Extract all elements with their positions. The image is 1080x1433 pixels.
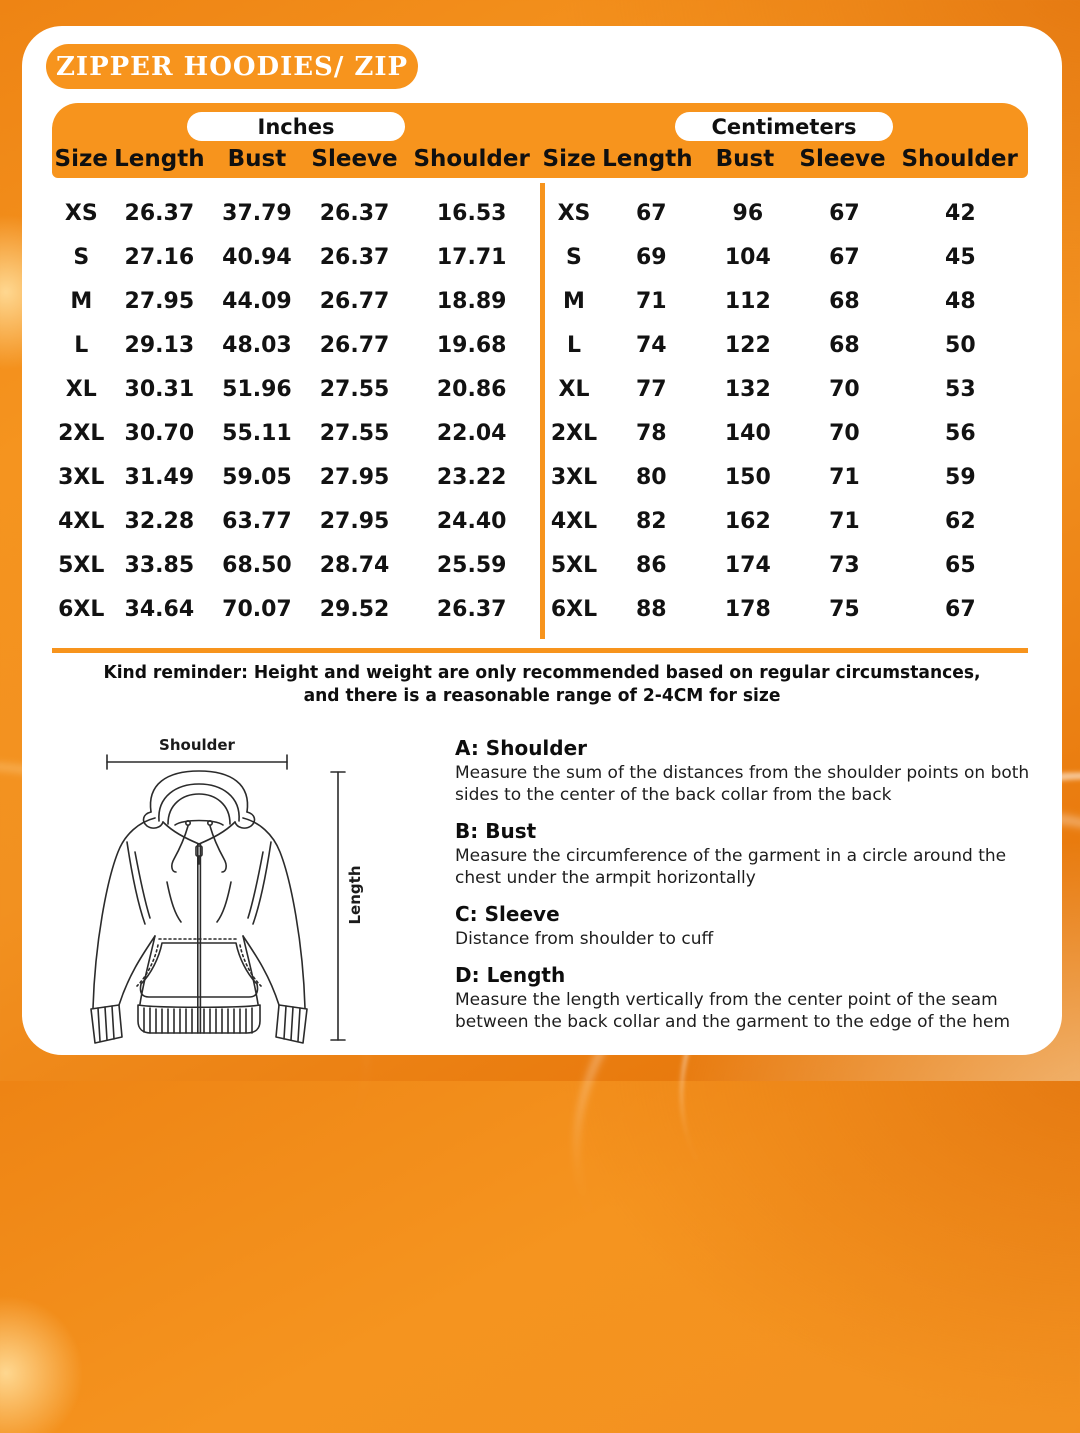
table-cell: 27.55 — [319, 420, 390, 446]
table-cell: 77 — [635, 376, 667, 402]
table-cell: 26.37 — [319, 200, 390, 226]
table-row — [545, 455, 1028, 499]
table-header-band — [52, 103, 1028, 178]
table-row — [545, 543, 1028, 587]
table-cell: 2XL — [58, 420, 105, 446]
unit-label-inches: Inches — [257, 114, 335, 139]
table-cell: 59 — [945, 464, 976, 490]
table-cell: 132 — [724, 376, 771, 402]
table-row — [545, 279, 1028, 323]
table-cell: XS — [64, 200, 98, 226]
table-cell: 51.96 — [222, 376, 292, 402]
table-cell: L — [566, 332, 581, 358]
length-label: Length — [346, 865, 364, 925]
table-cell: 20.86 — [436, 376, 507, 402]
shoulder-label: Shoulder — [159, 736, 235, 754]
reminder-line-2: and there is a reasonable range of 2-4CM for size — [303, 685, 781, 706]
table-cell: 78 — [635, 420, 667, 446]
table-cell: 88 — [635, 596, 667, 622]
table-cell: S — [566, 244, 582, 270]
table-cell: 31.49 — [124, 464, 195, 490]
table-cell: 48 — [945, 288, 976, 314]
table-cell: 6XL — [58, 596, 105, 622]
instruction-body: Distance from shoulder to cuff — [455, 929, 714, 949]
table-cell: 27.95 — [319, 508, 390, 534]
table-cell: 150 — [724, 464, 771, 490]
inches-table-body — [52, 178, 540, 631]
column-header-shoulder: Shoulder — [413, 146, 530, 172]
table-cell: 69 — [635, 244, 667, 270]
table-cell: 24.40 — [436, 508, 507, 534]
length-dimension-line — [331, 772, 345, 1040]
table-cell: 67 — [829, 244, 860, 270]
table-cell: 45 — [945, 244, 976, 270]
unit-pill-inches — [187, 112, 405, 141]
measurement-instructions — [455, 736, 1035, 1033]
instruction-shoulder — [455, 736, 1035, 806]
hoodie-illustration — [55, 722, 385, 1052]
column-headers-centimeters — [540, 146, 1028, 172]
page-title — [46, 44, 418, 89]
instruction-heading: A: Shoulder — [455, 736, 588, 760]
table-cell: 28.74 — [319, 552, 390, 578]
table-cell: 71 — [635, 288, 667, 314]
table-cell: 96 — [732, 200, 764, 226]
instruction-sleeve — [455, 902, 1035, 950]
table-cell: M — [563, 288, 585, 314]
table-cell: 17.71 — [436, 244, 507, 270]
table-cell: XL — [558, 376, 590, 402]
table-row — [52, 587, 540, 631]
column-headers-inches — [52, 146, 540, 172]
reminder-line-1: Kind reminder: Height and weight are only recommended based on regular circumstances, — [103, 662, 981, 683]
unit-pill-centimeters — [675, 112, 893, 141]
table-row — [545, 323, 1028, 367]
section-divider — [52, 648, 1028, 653]
table-cell: 22.04 — [436, 420, 507, 446]
table-cell: 32.28 — [124, 508, 195, 534]
table-cell: 29.13 — [124, 332, 195, 358]
column-header-sleeve: Sleeve — [311, 146, 398, 172]
table-row — [52, 191, 540, 235]
column-header-length: Length — [114, 146, 205, 172]
table-cell: 30.70 — [124, 420, 195, 446]
instruction-body: Measure the circumference of the garment in a circle around the chest under the armpit horizontally — [455, 846, 1007, 888]
instruction-heading: B: Bust — [455, 819, 537, 843]
table-cell: 34.64 — [124, 596, 195, 622]
table-cell: 112 — [724, 288, 771, 314]
table-cell: 27.95 — [124, 288, 195, 314]
table-cell: 70.07 — [222, 596, 292, 622]
column-header-bust: Bust — [227, 146, 287, 172]
table-row — [545, 235, 1028, 279]
unit-label-centimeters: Centimeters — [711, 114, 857, 139]
table-cell: 140 — [724, 420, 771, 446]
table-cell: M — [70, 288, 93, 314]
table-cell: 68.50 — [222, 552, 292, 578]
table-row — [545, 499, 1028, 543]
table-cell: XS — [557, 200, 591, 226]
table-cell: 68 — [829, 332, 860, 358]
table-cell: 65 — [945, 552, 976, 578]
page-title-label: ZIPPER HOODIES/ ZIP — [55, 51, 409, 82]
table-cell: 5XL — [58, 552, 105, 578]
table-cell: 162 — [724, 508, 771, 534]
reminder-text — [48, 661, 1036, 707]
table-cell: 26.37 — [436, 596, 507, 622]
table-cell: 48.03 — [222, 332, 292, 358]
column-header-size: Size — [542, 146, 596, 172]
table-cell: 71 — [829, 508, 860, 534]
centimeters-table-body — [545, 178, 1028, 631]
table-cell: 70 — [829, 376, 860, 402]
table-cell: 73 — [829, 552, 860, 578]
hoodie-diagram — [55, 722, 385, 1052]
column-header-sleeve: Sleeve — [799, 146, 886, 172]
column-header-bust: Bust — [715, 146, 775, 172]
table-cell: 68 — [829, 288, 860, 314]
table-row — [52, 499, 540, 543]
table-row — [52, 323, 540, 367]
table-cell: 26.37 — [319, 244, 390, 270]
column-header-size: Size — [54, 146, 108, 172]
inches-header — [52, 103, 540, 178]
table-cell: 6XL — [550, 596, 598, 622]
table-row — [545, 367, 1028, 411]
table-cell: S — [73, 244, 90, 270]
table-cell: 67 — [635, 200, 667, 226]
table-cell: 33.85 — [124, 552, 195, 578]
instruction-heading: D: Length — [455, 963, 566, 987]
table-cell: 86 — [635, 552, 667, 578]
table-cell: 178 — [724, 596, 771, 622]
table-cell: 26.37 — [124, 200, 195, 226]
table-cell: 3XL — [550, 464, 598, 490]
table-cell: 75 — [829, 596, 860, 622]
table-row — [545, 191, 1028, 235]
table-row — [52, 235, 540, 279]
table-row — [52, 279, 540, 323]
table-cell: 26.77 — [319, 288, 390, 314]
instruction-body: Measure the length vertically from the center point of the seam between the back collar and the garment to the edge of the hem — [455, 990, 1011, 1032]
table-cell: 18.89 — [436, 288, 507, 314]
column-header-shoulder: Shoulder — [901, 146, 1018, 172]
shoulder-dimension-line — [107, 755, 287, 769]
table-cell: 122 — [724, 332, 771, 358]
table-cell: 104 — [724, 244, 771, 270]
table-cell: 63.77 — [222, 508, 292, 534]
table-cell: 50 — [945, 332, 976, 358]
table-row — [52, 455, 540, 499]
instruction-heading: C: Sleeve — [455, 902, 560, 926]
table-cell: 19.68 — [436, 332, 507, 358]
table-cell: 29.52 — [319, 596, 390, 622]
table-cell: 4XL — [58, 508, 105, 534]
table-cell: 23.22 — [436, 464, 507, 490]
table-row — [52, 367, 540, 411]
table-cell: 82 — [635, 508, 667, 534]
table-cell: 42 — [945, 200, 976, 226]
table-cell: 62 — [945, 508, 976, 534]
table-cell: 53 — [945, 376, 976, 402]
table-cell: 3XL — [58, 464, 105, 490]
table-cell: 27.16 — [124, 244, 195, 270]
table-cell: 27.55 — [319, 376, 390, 402]
table-cell: 71 — [829, 464, 860, 490]
table-cell: 40.94 — [222, 244, 292, 270]
table-cell: 25.59 — [436, 552, 507, 578]
table-cell: 27.95 — [319, 464, 390, 490]
table-cell: 74 — [635, 332, 667, 358]
table-cell: 67 — [945, 596, 976, 622]
table-cell: 4XL — [550, 508, 598, 534]
table-row — [545, 411, 1028, 455]
table-cell: 55.11 — [222, 420, 292, 446]
column-header-length: Length — [602, 146, 693, 172]
table-cell: 16.53 — [436, 200, 507, 226]
table-cell: 5XL — [550, 552, 598, 578]
instruction-bust — [455, 819, 1035, 889]
table-cell: 67 — [829, 200, 860, 226]
table-cell: L — [74, 332, 89, 358]
table-cell: 26.77 — [319, 332, 390, 358]
table-cell: 174 — [724, 552, 771, 578]
table-cell: 44.09 — [222, 288, 292, 314]
table-cell: 37.79 — [222, 200, 292, 226]
table-row — [545, 587, 1028, 631]
table-cell: XL — [65, 376, 97, 402]
table-cell: 59.05 — [222, 464, 292, 490]
table-row — [52, 411, 540, 455]
table-cell: 2XL — [550, 420, 598, 446]
instruction-length — [455, 963, 1035, 1033]
centimeters-header — [540, 103, 1028, 178]
table-cell: 80 — [635, 464, 667, 490]
table-cell: 56 — [945, 420, 976, 446]
instruction-body: Measure the sum of the distances from the shoulder points on both sides to the center of the back collar from the back — [455, 763, 1030, 805]
table-cell: 70 — [829, 420, 860, 446]
table-cell: 30.31 — [124, 376, 195, 402]
table-row — [52, 543, 540, 587]
